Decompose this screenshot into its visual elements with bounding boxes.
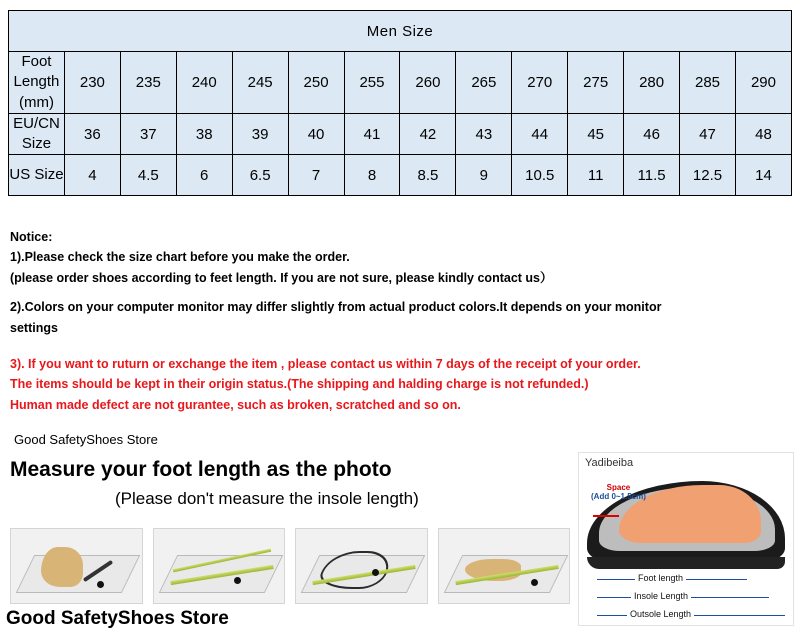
- cell: 12.5: [680, 155, 736, 196]
- notice-line-1: 1).Please check the size chart before you make the order.: [10, 250, 350, 265]
- cell: 45: [568, 113, 624, 155]
- cell: 260: [400, 52, 456, 114]
- cell: 6: [176, 155, 232, 196]
- cell: 41: [344, 113, 400, 155]
- table-row: [9, 52, 792, 114]
- brand-label: Yadibeiba: [585, 457, 634, 469]
- notice-line-2: (please order shoes according to feet length. If you are not sure, please kindly contact us）: [10, 270, 553, 285]
- table-row: [9, 155, 792, 196]
- notice-spacer: [10, 289, 792, 298]
- cell: 250: [288, 52, 344, 114]
- notice-line-4: settings: [10, 320, 58, 335]
- cell: 4.5: [120, 155, 176, 196]
- cell: 7: [288, 155, 344, 196]
- row-header-line2: (mm): [18, 93, 54, 111]
- cell: 10.5: [512, 155, 568, 196]
- cell: 8.5: [400, 155, 456, 196]
- cell: 235: [120, 52, 176, 114]
- shoe-fit-diagram: [578, 452, 794, 626]
- notice-line-3: 2).Colors on your computer monitor may differ slightly from actual product colors.It depends on your monitor: [10, 300, 662, 315]
- dimension-label-foot-length: Foot length: [635, 573, 686, 583]
- cell: 40: [288, 113, 344, 155]
- cell: 42: [400, 113, 456, 155]
- marker-dot: [234, 577, 241, 584]
- cell: 4: [64, 155, 120, 196]
- cell: 6.5: [232, 155, 288, 196]
- cell: 43: [456, 113, 512, 155]
- cell: 280: [624, 52, 680, 114]
- notice-block: [10, 228, 792, 416]
- measure-photo-2: [153, 528, 286, 604]
- cell: 44: [512, 113, 568, 155]
- notice-red-line-2: The items should be kept in their origin status.(The shipping and halding charge is not refunded.): [10, 377, 589, 392]
- notice-red-block: [10, 355, 792, 415]
- size-chart-table: [8, 10, 792, 196]
- cell: 285: [680, 52, 736, 114]
- measure-subheading: (Please don't measure the insole length): [115, 489, 419, 508]
- dimension-label-outsole-length: Outsole Length: [627, 609, 694, 619]
- cell: 230: [64, 52, 120, 114]
- cell: 14: [735, 155, 791, 196]
- row-header-line1: Foot Length: [13, 53, 60, 91]
- marker-dot: [531, 579, 538, 586]
- size-chart-container: [8, 10, 792, 196]
- cell: 48: [735, 113, 791, 155]
- cell: 11: [568, 155, 624, 196]
- marker-dot: [97, 581, 104, 588]
- measure-photo-3: [295, 528, 428, 604]
- store-name-bottom: Good SafetyShoes Store: [6, 608, 229, 629]
- cell: 37: [120, 113, 176, 155]
- marker-dot: [372, 569, 379, 576]
- row-header-eu-cn-size: EU/CN Size: [9, 113, 65, 155]
- cell: 270: [512, 52, 568, 114]
- cell: 290: [735, 52, 791, 114]
- dimension-label-insole-length: Insole Length: [631, 591, 691, 601]
- cell: 11.5: [624, 155, 680, 196]
- notice-heading: Notice:: [10, 230, 53, 244]
- measure-photo-strip: [10, 528, 570, 604]
- notice-red-line-1: 3). If you want to ruturn or exchange the item , please contact us within 7 days of the receipt of your order.: [10, 356, 641, 371]
- cell: 38: [176, 113, 232, 155]
- row-header-us-size: US Size: [9, 155, 65, 196]
- outsole-shape: [587, 557, 785, 569]
- store-name-top: Good SafetyShoes Store: [14, 432, 158, 447]
- cell: 240: [176, 52, 232, 114]
- space-annotation: [591, 483, 646, 501]
- cell: 275: [568, 52, 624, 114]
- cell: 36: [64, 113, 120, 155]
- cell: 265: [456, 52, 512, 114]
- cell: 255: [344, 52, 400, 114]
- notice-red-line-3: Human made defect are not gurantee, such as broken, scratched and so on.: [10, 397, 461, 412]
- space-annotation-line1: Space: [606, 483, 631, 492]
- measure-heading: Measure your foot length as the photo: [10, 458, 392, 481]
- row-header-foot-length: [9, 52, 65, 114]
- table-row: [9, 113, 792, 155]
- cell: 245: [232, 52, 288, 114]
- cell: 39: [232, 113, 288, 155]
- space-arrow-icon: [593, 515, 619, 517]
- measure-photo-1: [10, 528, 143, 604]
- notice-spacer-2: [10, 339, 792, 348]
- cell: 46: [624, 113, 680, 155]
- cell: 47: [680, 113, 736, 155]
- measure-photo-4: [438, 528, 571, 604]
- chart-title: Men Size: [9, 11, 792, 52]
- cell: 9: [456, 155, 512, 196]
- cell: 8: [344, 155, 400, 196]
- table-row-title: [9, 11, 792, 52]
- space-annotation-line2: (Add 0~1.5cm): [591, 492, 646, 502]
- foot-shape: [41, 547, 83, 587]
